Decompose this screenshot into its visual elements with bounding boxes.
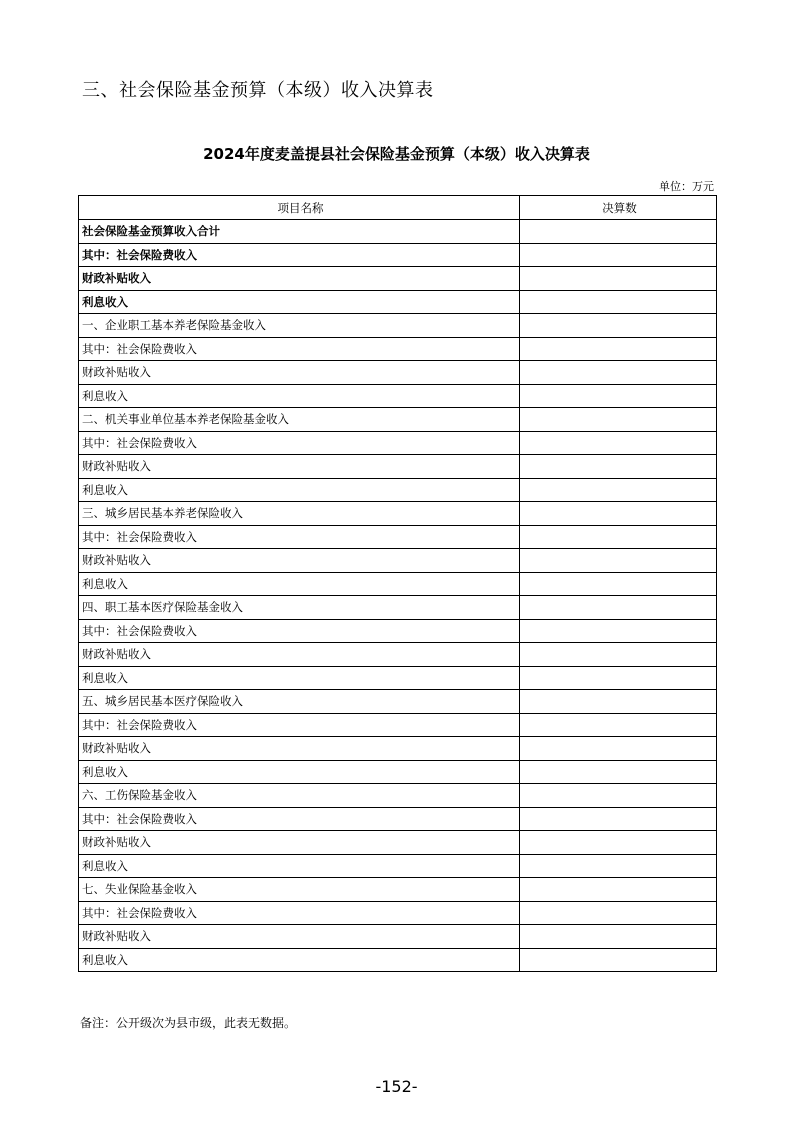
- row-item-name: 利息收入: [79, 478, 520, 502]
- row-final-amount: [520, 925, 717, 949]
- row-final-amount: [520, 901, 717, 925]
- table-row: [79, 502, 717, 526]
- table-row: [79, 361, 717, 385]
- row-item-name: 四、职工基本医疗保险基金收入: [79, 596, 520, 620]
- table-row: [79, 572, 717, 596]
- row-item-name: 社会保险基金预算收入合计: [79, 220, 520, 244]
- table-row: [79, 831, 717, 855]
- row-item-name: 一、企业职工基本养老保险基金收入: [79, 314, 520, 338]
- row-final-amount: [520, 408, 717, 432]
- row-final-amount: [520, 549, 717, 573]
- row-item-name: 财政补贴收入: [79, 455, 520, 479]
- row-final-amount: [520, 478, 717, 502]
- row-final-amount: [520, 596, 717, 620]
- row-item-name: 六、工伤保险基金收入: [79, 784, 520, 808]
- table-row: [79, 243, 717, 267]
- row-final-amount: [520, 784, 717, 808]
- row-final-amount: [520, 713, 717, 737]
- table-row: [79, 737, 717, 761]
- footnote: 备注：公开级次为县市级，此表无数据。: [80, 1016, 297, 1030]
- row-final-amount: [520, 948, 717, 972]
- table-row: [79, 784, 717, 808]
- row-final-amount: [520, 854, 717, 878]
- table-row: [79, 948, 717, 972]
- row-item-name: 利息收入: [79, 290, 520, 314]
- column-header-final-amount: 决算数: [520, 196, 717, 220]
- table-row: [79, 384, 717, 408]
- table-row: [79, 854, 717, 878]
- row-item-name: 财政补贴收入: [79, 831, 520, 855]
- row-final-amount: [520, 455, 717, 479]
- table-row: [79, 596, 717, 620]
- row-final-amount: [520, 525, 717, 549]
- row-item-name: 财政补贴收入: [79, 925, 520, 949]
- row-item-name: 利息收入: [79, 666, 520, 690]
- table-row: [79, 525, 717, 549]
- row-item-name: 利息收入: [79, 384, 520, 408]
- row-item-name: 其中：社会保险费收入: [79, 807, 520, 831]
- row-final-amount: [520, 502, 717, 526]
- row-final-amount: [520, 807, 717, 831]
- row-item-name: 利息收入: [79, 760, 520, 784]
- row-final-amount: [520, 572, 717, 596]
- row-final-amount: [520, 361, 717, 385]
- row-final-amount: [520, 314, 717, 338]
- row-item-name: 财政补贴收入: [79, 549, 520, 573]
- row-item-name: 七、失业保险基金收入: [79, 878, 520, 902]
- table-row: [79, 220, 717, 244]
- row-item-name: 其中：社会保险费收入: [79, 901, 520, 925]
- row-item-name: 其中：社会保险费收入: [79, 525, 520, 549]
- row-item-name: 五、城乡居民基本医疗保险收入: [79, 690, 520, 714]
- unit-label: 单位：万元: [659, 180, 714, 193]
- table-row: [79, 337, 717, 361]
- table-row: [79, 807, 717, 831]
- row-item-name: 其中：社会保险费收入: [79, 713, 520, 737]
- row-item-name: 财政补贴收入: [79, 737, 520, 761]
- row-item-name: 三、城乡居民基本养老保险收入: [79, 502, 520, 526]
- row-final-amount: [520, 831, 717, 855]
- table-row: [79, 267, 717, 291]
- row-final-amount: [520, 643, 717, 667]
- row-final-amount: [520, 243, 717, 267]
- row-final-amount: [520, 220, 717, 244]
- row-final-amount: [520, 619, 717, 643]
- table-row: [79, 314, 717, 338]
- column-header-item-name: 项目名称: [79, 196, 520, 220]
- table-row: [79, 619, 717, 643]
- table-row: [79, 878, 717, 902]
- row-final-amount: [520, 290, 717, 314]
- table-row: [79, 290, 717, 314]
- table-row: [79, 455, 717, 479]
- row-final-amount: [520, 431, 717, 455]
- table-row: [79, 666, 717, 690]
- row-item-name: 其中：社会保险费收入: [79, 619, 520, 643]
- row-final-amount: [520, 690, 717, 714]
- table-row: [79, 549, 717, 573]
- row-final-amount: [520, 737, 717, 761]
- table-row: [79, 760, 717, 784]
- table-row: [79, 690, 717, 714]
- row-item-name: 二、机关事业单位基本养老保险基金收入: [79, 408, 520, 432]
- table-row: [79, 925, 717, 949]
- row-item-name: 财政补贴收入: [79, 361, 520, 385]
- table-body: [79, 220, 717, 972]
- section-title: 三、社会保险基金预算（本级）收入决算表: [82, 80, 434, 101]
- table-row: [79, 478, 717, 502]
- row-item-name: 其中：社会保险费收入: [79, 337, 520, 361]
- row-final-amount: [520, 760, 717, 784]
- row-final-amount: [520, 384, 717, 408]
- table-header-row: [79, 196, 717, 220]
- row-item-name: 财政补贴收入: [79, 267, 520, 291]
- page-number: -152-: [375, 1077, 418, 1096]
- row-item-name: 其中：社会保险费收入: [79, 243, 520, 267]
- row-final-amount: [520, 337, 717, 361]
- row-final-amount: [520, 267, 717, 291]
- row-final-amount: [520, 878, 717, 902]
- row-final-amount: [520, 666, 717, 690]
- row-item-name: 利息收入: [79, 948, 520, 972]
- table-row: [79, 643, 717, 667]
- row-item-name: 利息收入: [79, 572, 520, 596]
- table-row: [79, 713, 717, 737]
- table-row: [79, 901, 717, 925]
- table-row: [79, 408, 717, 432]
- income-table: [78, 195, 717, 972]
- table-row: [79, 431, 717, 455]
- table-title: 2024年度麦盖提县社会保险基金预算（本级）收入决算表: [203, 145, 590, 163]
- row-item-name: 其中：社会保险费收入: [79, 431, 520, 455]
- row-item-name: 利息收入: [79, 854, 520, 878]
- row-item-name: 财政补贴收入: [79, 643, 520, 667]
